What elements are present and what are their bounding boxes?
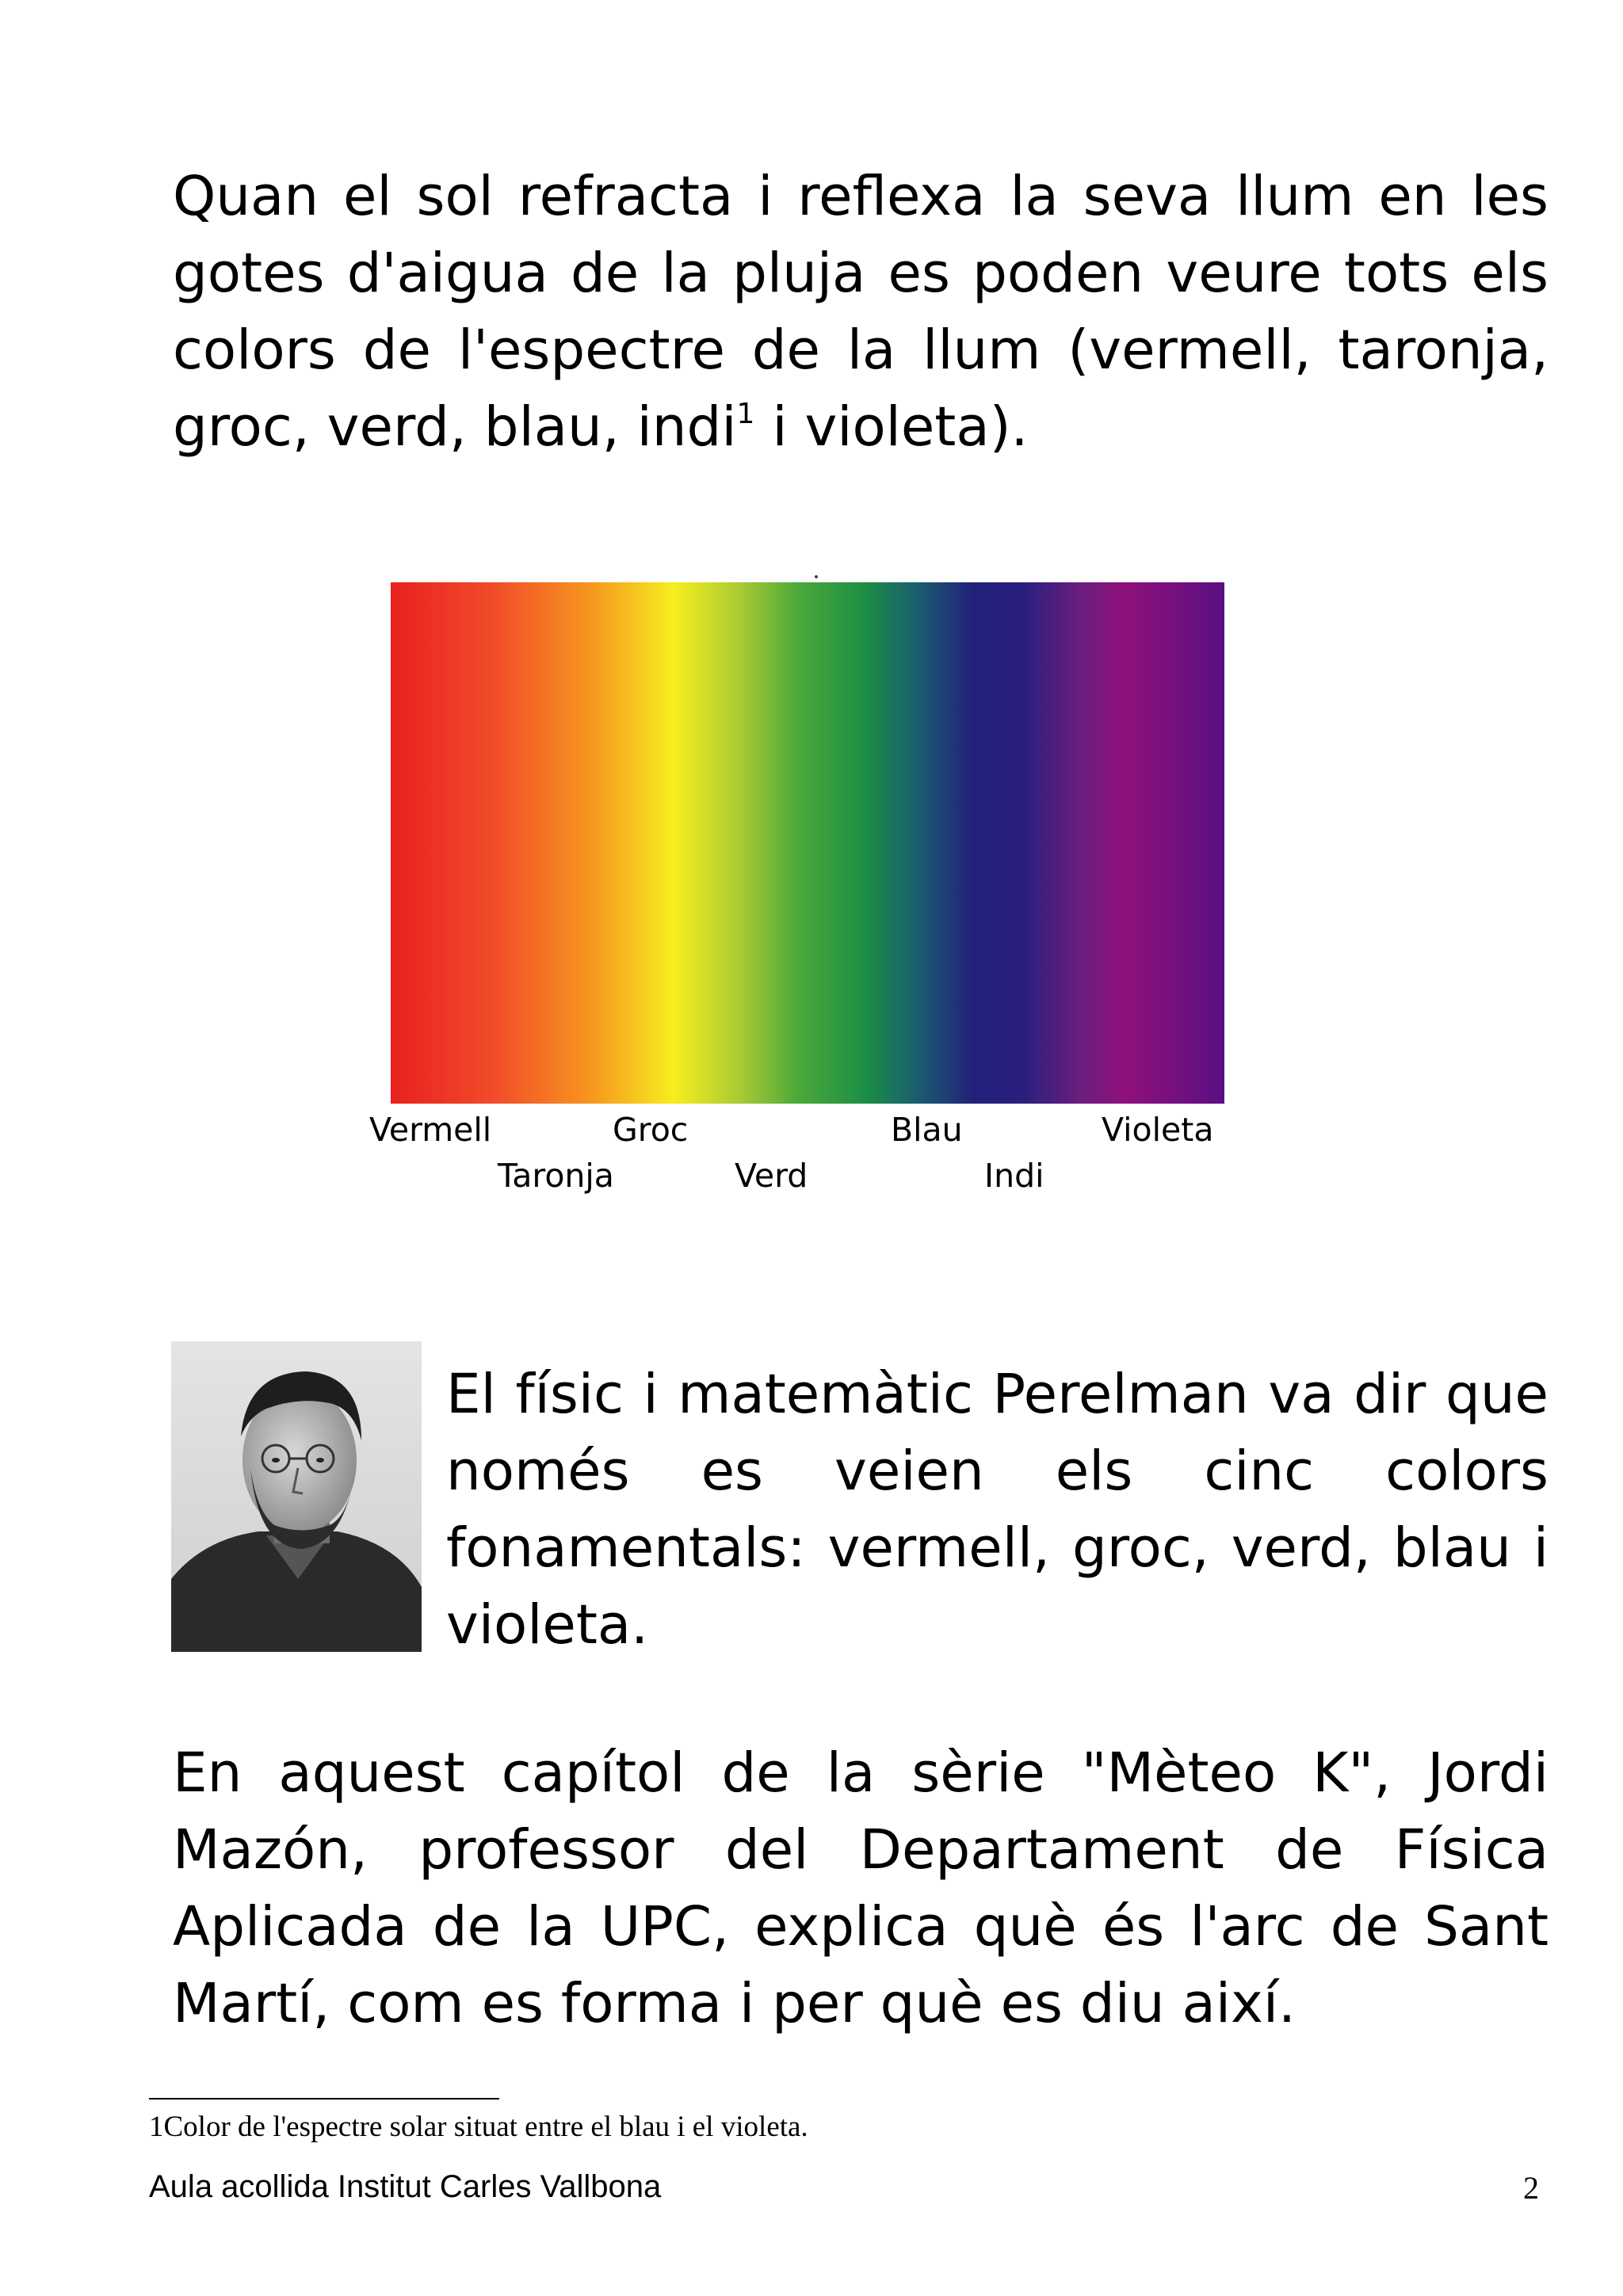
- spectrum-label-indi: Indi: [984, 1157, 1044, 1195]
- footnote-text: 1Color de l'espectre solar situat entre el blau i el violeta.: [149, 2111, 808, 2143]
- spectrum-dot: [815, 575, 818, 578]
- footnote-reference[interactable]: 1: [736, 398, 755, 430]
- page-number: 2: [1523, 2170, 1539, 2206]
- footnote-separator: [149, 2098, 499, 2100]
- meteo-k-paragraph: En aquest capítol de la sèrie "Mèteo K", Jordi Mazón, professor del Departament de Física Aplicada de la UPC, explica què és l'arc de Sant Martí, com es forma i per què es diu així.: [173, 1741, 1549, 2035]
- light-spectrum-image: [391, 582, 1224, 1104]
- spectrum-label-vermell: Vermell: [369, 1111, 492, 1149]
- spectrum-label-violeta: Violeta: [1102, 1111, 1214, 1149]
- spectrum-label-groc: Groc: [613, 1111, 689, 1149]
- intro-paragraph: [173, 158, 1549, 466]
- footer-school-name: Aula acollida Institut Carles Vallbona: [149, 2169, 662, 2204]
- spectrum-label-taronja: Taronja: [498, 1157, 614, 1195]
- spectrum-label-verd: Verd: [735, 1157, 808, 1195]
- spectrum-label-blau: Blau: [891, 1111, 963, 1149]
- perelman-paragraph: El físic i matemàtic Perelman va dir que només es veien els cinc colors fonamentals: vermell, groc, verd, blau i violeta.: [446, 1363, 1549, 1657]
- intro-text-end: i violeta).: [754, 395, 1029, 459]
- perelman-portrait-photo: [171, 1341, 422, 1652]
- intro-text-start: Quan el sol refracta i reflexa la seva llum en les gotes d'aigua de la pluja es poden veure tots els colors de l'espectre de la llum (vermell, taronja, groc, verd, blau, indi: [173, 165, 1549, 459]
